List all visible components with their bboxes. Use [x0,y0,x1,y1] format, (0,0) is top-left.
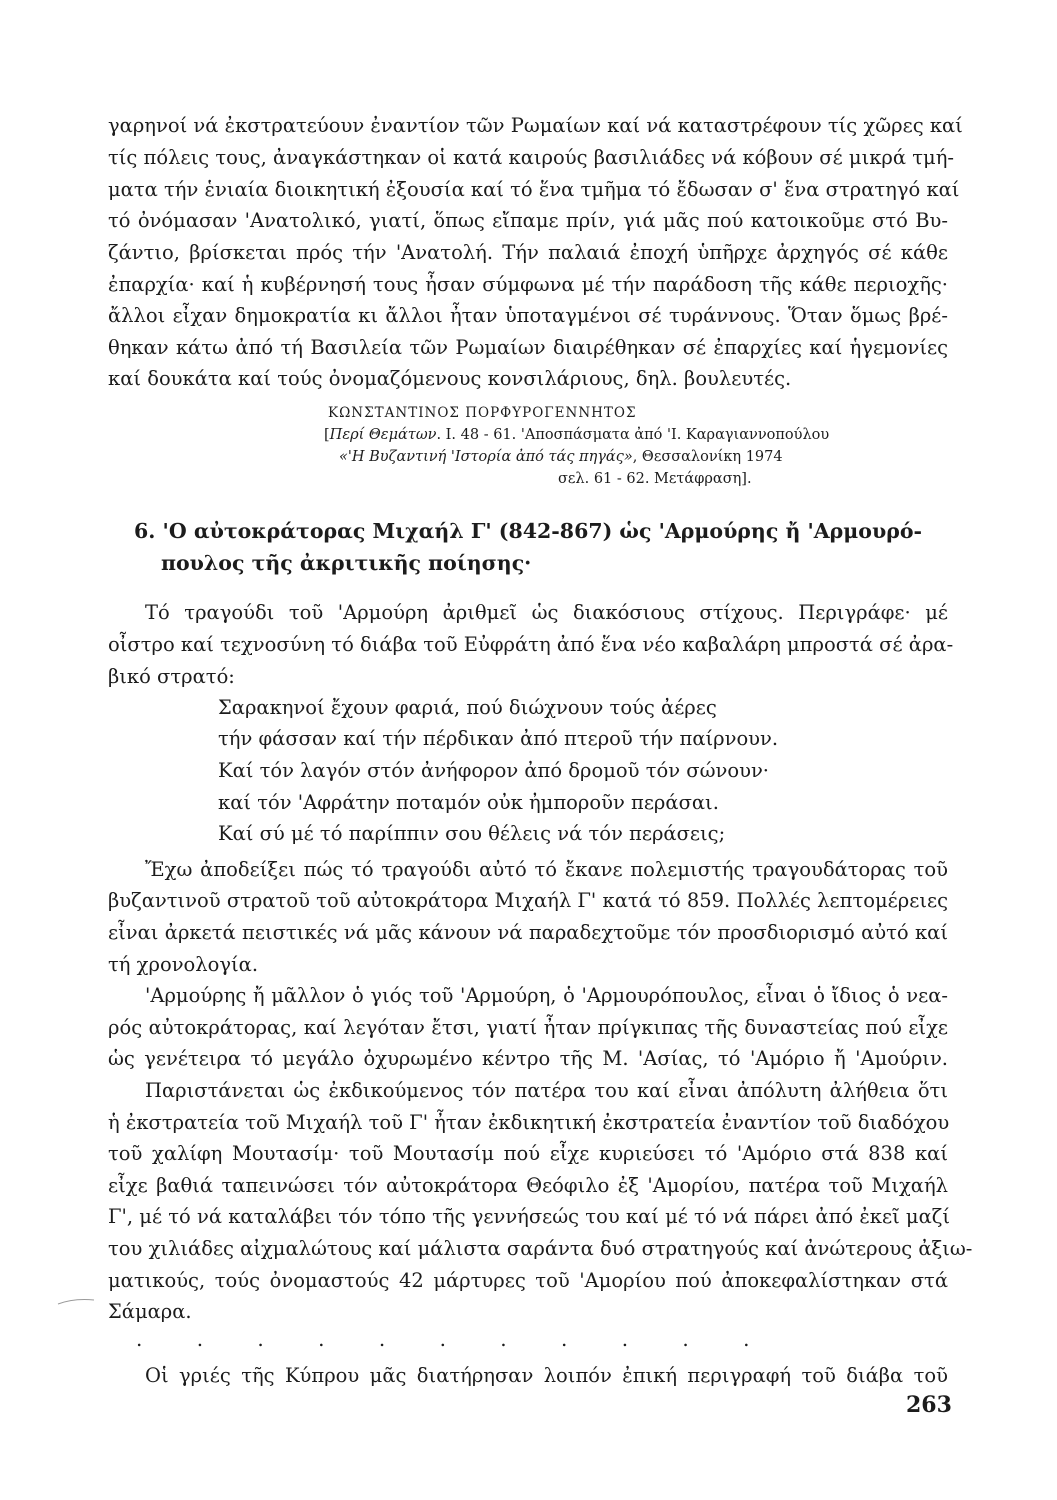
verse-line: καί τόν 'Αφράτην ποταμόν οὐκ ἠμποροῦν περάσαι. [218,791,719,814]
text-line: τή χρονολογία. [108,953,259,976]
final-text-line: Οἱ γριές τῆς Κύπρου μᾶς διατήρησαν λοιπόν ἐπική περιγραφή τοῦ διάβα τοῦ [145,1364,948,1387]
citation-line: «'Η Βυζαντινή 'Ιστορία ἀπό τάς πηγάς», Θεσσαλονίκη 1974 [339,449,783,465]
text-line: ματα τήν ἑνιαία διοικητική ἐξουσία καί τό ἕνα τμῆμα τό ἔδωσαν σ' ἕνα στρατηγό καί [108,178,960,201]
text-line: τίς πόλεις τους, ἀναγκάστηκαν οἱ κατά καιρούς βασιλιάδες νά κόβουν σέ μικρά τμή- [108,146,954,169]
text-line: εἶχε βαθιά ταπεινώσει τόν αὐτοκράτορα Θεόφιλο ἐξ 'Αμορίου, πατέρα τοῦ Μιχαήλ [108,1174,948,1197]
text-line: γαρηνοί νά ἐκστρατεύουν ἐναντίον τῶν Ρωμαίων καί νά καταστρέφουν τίς χῶρες καί [108,114,963,137]
verse-line: Καί σύ μέ τό παρίππιν σου θέλεις νά τόν περάσεις; [218,822,726,845]
verse-line: Σαρακηνοί ἔχουν φαριά, πού διώχνουν τούς ἀέρες [218,696,717,719]
text-line: τό ὀνόμασαν 'Ανατολικό, γιατί, ὅπως εἴπαμε πρίν, γιά μᾶς πού κατοικοῦμε στό Βυ- [108,209,948,232]
citation-line: σελ. 61 - 62. Μετάφραση]. [558,471,752,487]
text-line: ρός αὐτοκράτορας, καί λεγόταν ἔτσι, γιατί ἦταν πρίγκιπας τῆς δυναστείας πού εἶχε [108,1016,948,1039]
text-line: Σάμαρα. [108,1300,192,1323]
text-line: Τό τραγούδι τοῦ 'Αρμούρη ἀριθμεῖ ὡς διακόσιους στίχους. Περιγράφε· μέ [145,601,948,624]
text-line: ματικούς, τούς ὀνομαστούς 42 μάρτυρες τοῦ 'Αμορίου πού ἀποκεφαλίστηκαν στά [108,1269,948,1292]
section-title-line: 6. 'Ο αὐτοκράτορας Μιχαήλ Γ' (842-867) ὡς 'Αρμούρης ἤ 'Αρμουρό- [134,519,923,543]
section-title-line: πουλος τῆς ἀκριτικῆς ποίησης· [161,551,532,575]
text-line: ἐπαρχία· καί ἡ κυβέρνησή τους ἦσαν σύμφωνα μέ τήν παράδοση τῆς κάθε περιοχῆς· [108,273,948,296]
text-line: Ἔχω ἀποδείξει πώς τό τραγούδι αὐτό τό ἔκανε πολεμιστής τραγουδάτορας τοῦ [145,858,948,881]
ellipsis-row: . . . . . . . . . . . [136,1327,774,1351]
text-line: ὡς γενέτειρα τό μεγάλο ὀχυρωμένο κέντρο τῆς Μ. 'Ασίας, τό 'Αμόριο ἤ 'Αμούριν. [108,1047,948,1070]
text-line: καί δουκάτα καί τούς ὀνομαζόμενους κονσιλάριους, δηλ. βουλευτές. [108,367,792,390]
text-line: ἄλλοι εἶχαν δημοκρατία κι ἄλλοι ἦταν ὑποταγμένοι σέ τυράννους. Ὅταν ὅμως βρέ- [108,304,948,327]
text-line: θηκαν κάτω ἀπό τή Βασιλεία τῶν Ρωμαίων διαιρέθηκαν σέ ἐπαρχίες καί ἡγεμονίες [108,336,948,359]
text-line: οἶστρο καί τεχνοσύνη τό διάβα τοῦ Εὐφράτη ἀπό ἕνα νέο καβαλάρη μπροστά σέ ἀρα- [108,633,954,656]
verse-line: Καί τόν λαγόν στόν ἀνήφορον ἀπό δρομοῦ τόν σώνουν· [218,759,770,782]
text-line: ἡ ἐκστρατεία τοῦ Μιχαήλ τοῦ Γ' ἦταν ἐκδικητική ἐκστρατεία ἐναντίον τοῦ διαδόχου [108,1111,950,1134]
citation-line: [Περί Θεμάτων. Ι. 48 - 61. 'Αποσπάσματα ἀπό 'Ι. Καραγιαννοπούλου [324,427,830,443]
text-line: ζάντιο, βρίσκεται πρός τήν 'Ανατολή. Τήν παλαιά ἐποχή ὑπῆρχε ἀρχηγός σέ κάθε [108,241,948,264]
text-line: εἶναι ἀρκετά πειστικές νά μᾶς κάνουν νά παραδεχτοῦμε τόν προσδιορισμό αὐτό καί [108,921,948,944]
page-number: 263 [906,1392,952,1418]
citation-work-title: Περί Θεμάτων [329,427,437,443]
text-line: βυζαντινοῦ στρατοῦ τοῦ αὐτοκράτορα Μιχαήλ Γ' κατά τό 859. Πολλές λεπτομέρειες [108,889,948,912]
text-line: 'Αρμούρης ἤ μᾶλλον ὁ γιός τοῦ 'Αρμούρη, ὁ 'Αρμουρόπουλος, εἶναι ὁ ἴδιος ὁ νεα- [145,984,948,1007]
text-line: του χιλιάδες αἰχμαλώτους καί μάλιστα σαράντα δυό στρατηγούς καί ἀνώτερους ἀξιω- [108,1237,973,1260]
section-number: 6. [134,519,156,543]
text-line: βικό στρατό: [108,665,235,688]
text-line: Γ', μέ τό νά καταλάβει τόν τόπο τῆς γεννήσεώς του καί μέ τό νά πάρει ἀπό ἐκεῖ μαζί [108,1205,950,1228]
text-line: τοῦ χαλίφη Μουτασίμ· τοῦ Μουτασίμ πού εἶχε κυριεύσει τό 'Αμόριο στά 838 καί [108,1142,948,1165]
citation-book-title: «'Η Βυζαντινή 'Ιστορία ἀπό τάς πηγάς» [339,449,633,465]
pencil-mark [56,1296,96,1306]
verse-line: τήν φάσσαν καί τήν πέρδικαν ἀπό πτεροῦ τήν παίρνουν. [218,727,779,750]
citation-author: ΚΩΝΣΤΑΝΤΙΝΟΣ ΠΟΡΦΥΡΟΓΕΝΝΗΤΟΣ [328,405,637,421]
text-line: Παριστάνεται ὡς ἐκδικούμενος τόν πατέρα του καί εἶναι ἀπόλυτη ἀλήθεια ὅτι [145,1079,948,1102]
